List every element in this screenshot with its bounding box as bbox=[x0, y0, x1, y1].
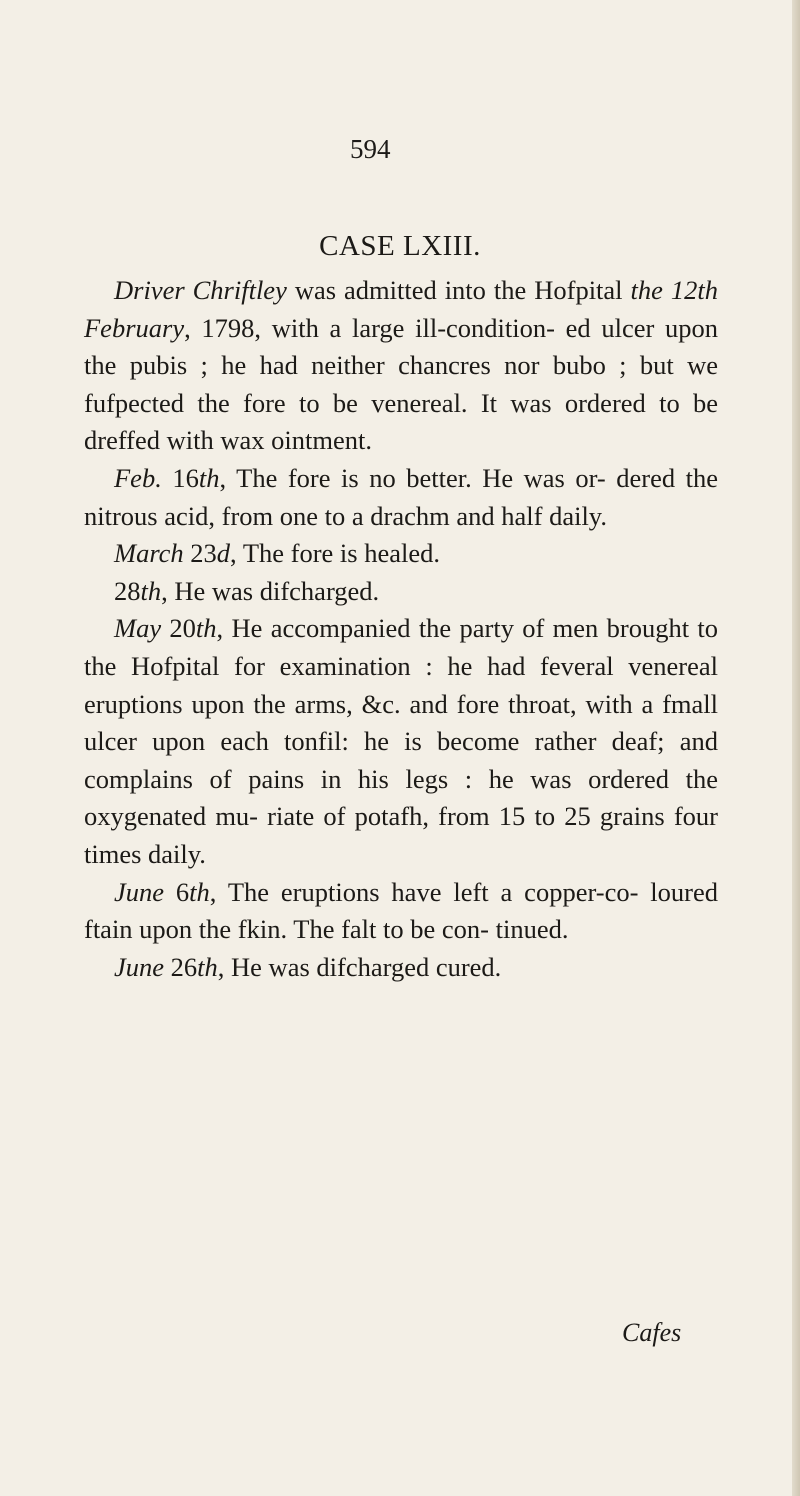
entry-day: 20 bbox=[161, 613, 196, 644]
admission-description: , 1798, with a large ill-condition- ed ulcer upon the pubis ; he had neither chancres nor bubo ; but we fufpected the fore to be venereal. It was ordered to be dreffed with wax ointment. bbox=[84, 312, 718, 456]
catchword: Cafes bbox=[622, 1318, 682, 1347]
entry-text: , He accompanied the party of men brought to the Hofpital for examination : he had feveral venereal eruptions upon the arms, &c. and fore throat, with a fmall ulcer upon each tonfil: he is become rather deaf; and complains of pains in his legs : he was ordered the oxygenated mu- riate of potafh, from 15 to 25 grains four times daily. bbox=[84, 613, 718, 869]
entry-day-suffix: th bbox=[189, 876, 210, 907]
entry-month: Feb. bbox=[114, 462, 162, 493]
entry-feb-16 bbox=[84, 460, 718, 535]
page-edge bbox=[792, 0, 800, 1496]
entry-june-6 bbox=[84, 874, 718, 949]
entry-day: 23 bbox=[183, 538, 217, 569]
entry-day: 16 bbox=[161, 462, 199, 493]
entry-may-20 bbox=[84, 610, 718, 873]
entry-day: 28 bbox=[114, 575, 141, 606]
admission-day: 12 bbox=[670, 275, 698, 305]
entry-month: March bbox=[114, 538, 184, 569]
entry-march-23 bbox=[84, 535, 718, 573]
entry-march-28 bbox=[84, 573, 718, 611]
entry-month: June bbox=[114, 876, 165, 907]
entry-admission bbox=[84, 272, 718, 460]
entry-day-suffix: th bbox=[198, 462, 220, 493]
admission-text: was admitted into the Hofpital bbox=[286, 275, 631, 305]
entry-day: 6 bbox=[164, 876, 190, 907]
entry-day-suffix: d bbox=[216, 538, 231, 569]
admission-article: the bbox=[630, 275, 671, 305]
case-title: CASE LXIII. bbox=[319, 230, 481, 262]
entry-day-suffix: th bbox=[197, 951, 218, 982]
entry-june-26 bbox=[84, 949, 718, 987]
entry-text: , The fore is no better. He was or- dered the nitrous acid, from one to a drachm and half daily. bbox=[84, 462, 718, 531]
entry-day: 26 bbox=[164, 951, 198, 982]
entry-day-suffix: th bbox=[195, 613, 217, 644]
entry-text: , The fore is healed. bbox=[230, 538, 441, 569]
page-number: 594 bbox=[350, 134, 391, 164]
patient-name: Driver Chriftley bbox=[114, 275, 287, 305]
entry-day-suffix: th bbox=[140, 575, 162, 606]
admission-month: th February bbox=[84, 275, 718, 343]
entry-text: , He was difcharged cured. bbox=[217, 951, 502, 982]
case-body bbox=[84, 272, 718, 986]
entry-text: , The eruptions have left a copper-co- loured ftain upon the fkin. The falt to be con- tinued. bbox=[84, 876, 719, 945]
entry-month: June bbox=[114, 951, 165, 982]
entry-text: , He was difcharged. bbox=[161, 575, 380, 606]
entry-month: May bbox=[114, 613, 162, 644]
